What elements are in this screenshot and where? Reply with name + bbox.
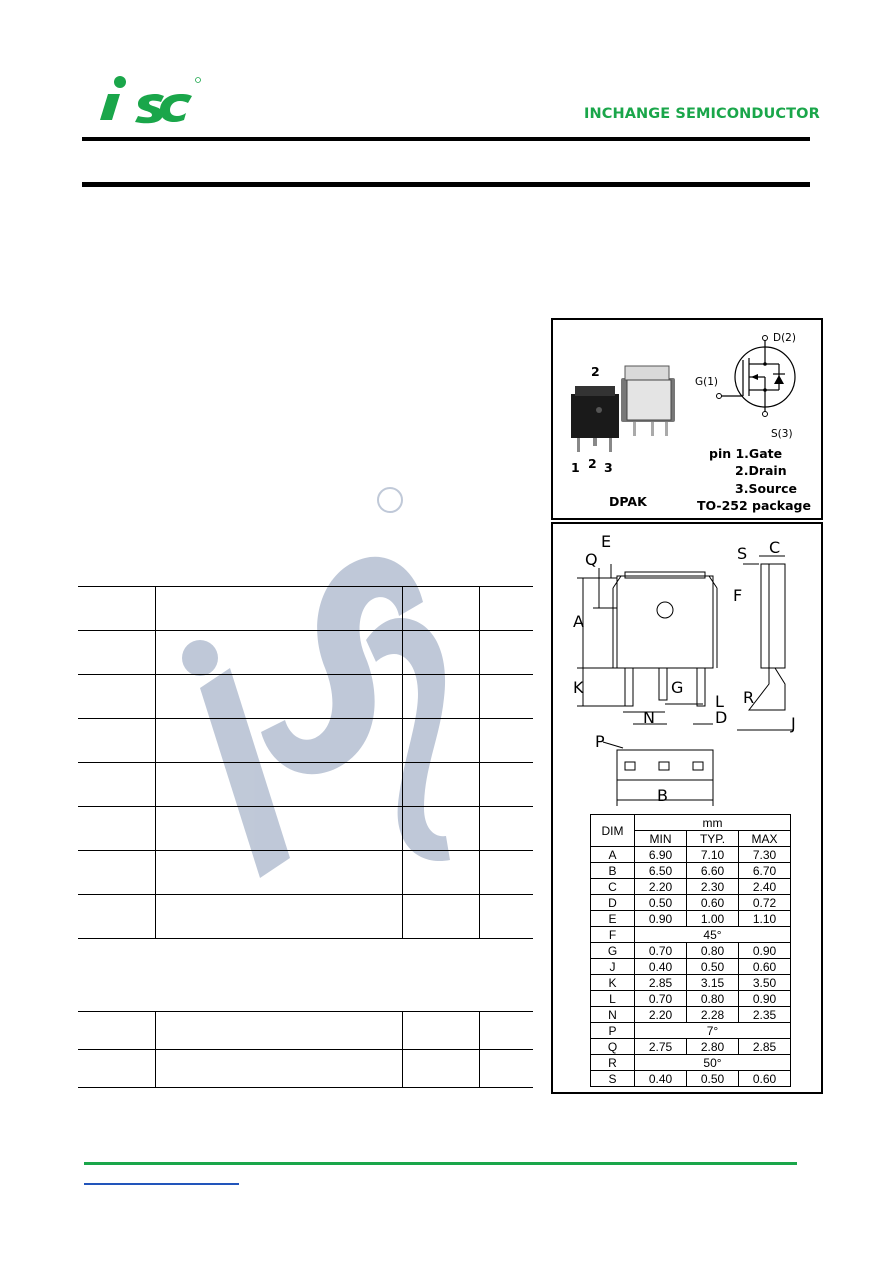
min-value-cell: 2.20	[635, 879, 687, 895]
typ-value-cell: 0.50	[687, 1071, 739, 1087]
typ-value-cell: 3.15	[687, 975, 739, 991]
table-row	[78, 763, 533, 807]
max-value-cell: 0.90	[739, 943, 791, 959]
min-value-cell: 2.85	[635, 975, 687, 991]
typ-value-cell: 7.10	[687, 847, 739, 863]
dim-cell: E	[591, 911, 635, 927]
dim-label-b: B	[657, 786, 668, 805]
min-value-cell: 0.70	[635, 943, 687, 959]
dim-label-s: S	[737, 544, 748, 563]
min-value-cell: 0.40	[635, 959, 687, 975]
photo-pin-3: 3	[604, 460, 613, 475]
max-value-cell: 0.90	[739, 991, 791, 1007]
max-value-cell: 1.10	[739, 911, 791, 927]
col-max: MAX	[739, 831, 791, 847]
span-value-cell: 45°	[635, 927, 791, 943]
dim-label-l: L	[715, 692, 724, 711]
min-value-cell: 0.90	[635, 911, 687, 927]
dim-cell: G	[591, 943, 635, 959]
table-row	[591, 1055, 791, 1071]
dim-cell: F	[591, 927, 635, 943]
source-label: S(3)	[771, 428, 793, 440]
dim-cell: B	[591, 863, 635, 879]
table-row	[78, 631, 533, 675]
max-value-cell: 0.72	[739, 895, 791, 911]
typ-value-cell: 6.60	[687, 863, 739, 879]
photo-pin-1: 1	[571, 460, 580, 475]
max-value-cell: 0.60	[739, 1071, 791, 1087]
span-value-cell: 50°	[635, 1055, 791, 1071]
ratings-table	[78, 586, 533, 939]
dim-cell: L	[591, 991, 635, 1007]
thermal-table	[78, 1011, 533, 1088]
photo-pin-top: 2	[591, 364, 600, 379]
dim-label-a: A	[573, 612, 584, 631]
header-rule-top	[82, 137, 810, 141]
dim-cell: S	[591, 1071, 635, 1087]
table-row	[78, 851, 533, 895]
dim-label-n: N	[643, 708, 655, 727]
dim-label-k: K	[573, 678, 584, 697]
min-value-cell: 0.40	[635, 1071, 687, 1087]
table-row	[78, 807, 533, 851]
pinout-source: 3.Source	[735, 481, 797, 496]
table-row	[78, 1012, 533, 1050]
table-row	[78, 1050, 533, 1088]
typ-value-cell: 1.00	[687, 911, 739, 927]
span-value-cell: 7°	[635, 1023, 791, 1039]
dimensions-panel	[551, 522, 823, 1094]
header-rule-bottom	[82, 182, 810, 187]
table-row	[591, 975, 791, 991]
pinout-drain: 2.Drain	[735, 463, 787, 478]
dim-label-e: E	[601, 532, 612, 551]
col-min: MIN	[635, 831, 687, 847]
dimensions-table	[590, 814, 791, 1087]
dim-cell: R	[591, 1055, 635, 1071]
table-row	[591, 959, 791, 975]
dim-label-d: D	[715, 708, 728, 727]
package-name: TO-252 package	[697, 498, 811, 513]
footer-link-underline	[84, 1183, 239, 1185]
dims-header-row	[591, 815, 791, 831]
dim-cell: P	[591, 1023, 635, 1039]
table-row	[78, 895, 533, 939]
table-row	[591, 1039, 791, 1055]
min-value-cell: 2.75	[635, 1039, 687, 1055]
typ-value-cell: 0.80	[687, 991, 739, 1007]
max-value-cell: 2.85	[739, 1039, 791, 1055]
col-typ: TYP.	[687, 831, 739, 847]
table-row	[591, 863, 791, 879]
min-value-cell: 6.90	[635, 847, 687, 863]
table-row	[591, 927, 791, 943]
table-row	[591, 1007, 791, 1023]
table-row	[591, 1071, 791, 1087]
dim-cell: D	[591, 895, 635, 911]
photo-pin-2: 2	[588, 456, 597, 471]
table-row	[591, 911, 791, 927]
table-row	[78, 719, 533, 763]
isc-logo	[94, 72, 204, 128]
table-row	[591, 879, 791, 895]
table-row	[591, 991, 791, 1007]
typ-value-cell: 0.80	[687, 943, 739, 959]
package-panel	[551, 318, 823, 520]
dim-label-r: R	[743, 688, 755, 707]
min-value-cell: 0.50	[635, 895, 687, 911]
min-value-cell: 6.50	[635, 863, 687, 879]
pinout-gate: pin 1.Gate	[709, 446, 783, 461]
dim-cell: C	[591, 879, 635, 895]
dim-cell: J	[591, 959, 635, 975]
table-row	[591, 847, 791, 863]
typ-value-cell: 2.30	[687, 879, 739, 895]
max-value-cell: 2.35	[739, 1007, 791, 1023]
footer-rule	[84, 1162, 797, 1165]
dim-header: DIM	[591, 815, 635, 847]
typ-value-cell: 0.50	[687, 959, 739, 975]
drain-label: D(2)	[773, 332, 796, 344]
gate-label: G(1)	[695, 376, 719, 388]
unit-header: mm	[635, 815, 791, 831]
max-value-cell: 3.50	[739, 975, 791, 991]
dim-label-c: C	[769, 538, 781, 557]
typ-value-cell: 2.28	[687, 1007, 739, 1023]
table-row	[591, 943, 791, 959]
dim-label-p: P	[595, 732, 605, 751]
dim-cell: Q	[591, 1039, 635, 1055]
min-value-cell: 2.20	[635, 1007, 687, 1023]
max-value-cell: 0.60	[739, 959, 791, 975]
max-value-cell: 2.40	[739, 879, 791, 895]
dim-cell: N	[591, 1007, 635, 1023]
typ-value-cell: 2.80	[687, 1039, 739, 1055]
company-name: INCHANGE SEMICONDUCTOR	[584, 106, 820, 122]
dim-label-f: F	[733, 586, 743, 605]
min-value-cell: 0.70	[635, 991, 687, 1007]
typ-value-cell: 0.60	[687, 895, 739, 911]
table-row	[591, 895, 791, 911]
dim-cell: K	[591, 975, 635, 991]
photo-caption: DPAK	[609, 494, 647, 509]
table-row	[78, 675, 533, 719]
table-row	[78, 587, 533, 631]
dim-label-j: J	[791, 714, 796, 733]
max-value-cell: 7.30	[739, 847, 791, 863]
dim-label-q: Q	[585, 550, 598, 569]
max-value-cell: 6.70	[739, 863, 791, 879]
table-row	[591, 1023, 791, 1039]
dim-label-g: G	[671, 678, 684, 697]
dim-cell: A	[591, 847, 635, 863]
